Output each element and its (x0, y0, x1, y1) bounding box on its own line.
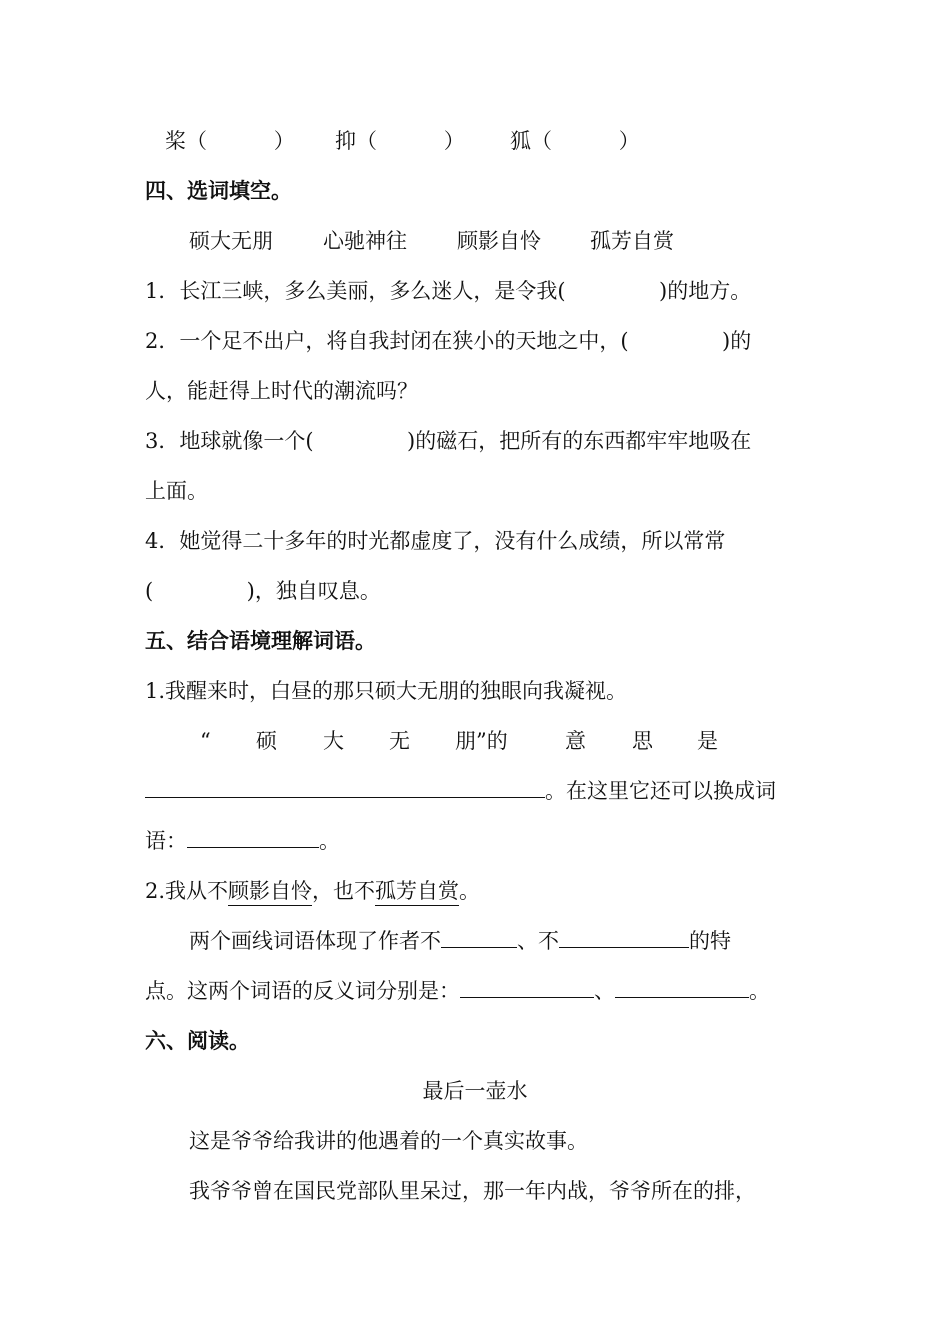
meaning-answer-blank[interactable] (145, 777, 545, 798)
section5-heading: 五、结合语境理解词语。 (145, 629, 376, 653)
section4-heading: 四、选词填空。 (145, 179, 292, 203)
meaning-char-5: 朋”的 (455, 729, 508, 753)
replacement-end: 。 (319, 829, 340, 853)
meaning-char-1: “ (200, 729, 211, 753)
trait-blank-2[interactable] (559, 927, 689, 948)
question-2-line-2: 人，能赶得上时代的潮流吗？ (145, 379, 418, 403)
meaning-line-text: 。在这里它还可以换成词 (545, 779, 776, 803)
underlined-word-1: 顾影自怜 (228, 877, 312, 906)
meaning-line (145, 777, 776, 805)
pinyin-paren: （ ） (186, 129, 295, 153)
section6-heading: 六、阅读。 (145, 1029, 250, 1053)
word-choice-3: 顾影自怜 (457, 229, 541, 253)
replacement-line (145, 827, 340, 855)
question-3-line-2: 上面。 (145, 479, 208, 503)
pinyin-char: 抑 (335, 129, 356, 153)
question-1: 1．长江三峡，多么美丽，多么迷人，是令我( )的地方。 (145, 279, 752, 303)
trait-line-text-c: 的特 (689, 929, 731, 953)
meaning-char-7: 思 (632, 729, 653, 753)
question-4-line-1: 4．她觉得二十多年的时光都虚度了，没有什么成绩，所以常常 (145, 529, 726, 553)
pinyin-paren: （ ） (531, 129, 640, 153)
replacement-answer-blank[interactable] (187, 827, 319, 848)
question-3-line-1: 3．地球就像一个( )的磁石，把所有的东西都牢牢地吸在 (145, 429, 752, 453)
meaning-char-3: 大 (323, 729, 344, 753)
question-2-line-1: 2．一个足不出户，将自我封闭在狭小的天地之中，( )的 (145, 329, 752, 353)
replacement-label: 语： (145, 829, 187, 853)
sentence-2-end: 。 (459, 879, 481, 903)
antonym-line-text-b: 、 (594, 979, 615, 1003)
antonym-line-text-a: 点。这两个词语的反义词分别是： (145, 979, 460, 1003)
word-choice-4: 孤芳自赏 (590, 229, 674, 253)
antonym-blank-1[interactable] (460, 977, 594, 998)
pinyin-item-2 (335, 127, 465, 155)
antonym-blank-2[interactable] (615, 977, 749, 998)
reading-title: 最后一壶水 (422, 1079, 528, 1103)
meaning-char-2: 硕 (256, 729, 277, 753)
pinyin-item-3 (510, 127, 640, 155)
antonym-line-text-c: 。 (749, 979, 770, 1003)
sentence-1: 1.我醒来时，白昼的那只硕大无朋的独眼向我凝视。 (145, 679, 628, 703)
trait-blank-1[interactable] (441, 927, 517, 948)
question-4-line-2: ( )，独自叹息。 (145, 579, 381, 603)
word-choice-2: 心驰神往 (323, 229, 407, 253)
meaning-char-4: 无 (389, 729, 410, 753)
meaning-char-6: 意 (565, 729, 586, 753)
trait-line-text-b: 、不 (517, 929, 559, 953)
trait-line (189, 927, 731, 955)
pinyin-item-1 (165, 127, 295, 155)
antonym-line (145, 977, 770, 1005)
reading-paragraph-1: 这是爷爷给我讲的他遇着的一个真实故事。 (189, 1129, 588, 1153)
sentence-2 (145, 877, 480, 906)
sentence-2-mid: ，也不 (312, 879, 376, 903)
underlined-word-2: 孤芳自赏 (375, 877, 459, 906)
pinyin-char: 桨 (165, 129, 186, 153)
pinyin-paren: （ ） (356, 129, 465, 153)
pinyin-char: 狐 (510, 129, 531, 153)
sentence-2-prefix: 2.我从不 (145, 879, 229, 903)
meaning-char-8: 是 (697, 729, 718, 753)
trait-line-text-a: 两个画线词语体现了作者不 (189, 929, 441, 953)
word-choice-1: 硕大无朋 (189, 229, 273, 253)
reading-paragraph-2: 我爷爷曾在国民党部队里呆过，那一年内战，爷爷所在的排， (189, 1179, 756, 1203)
